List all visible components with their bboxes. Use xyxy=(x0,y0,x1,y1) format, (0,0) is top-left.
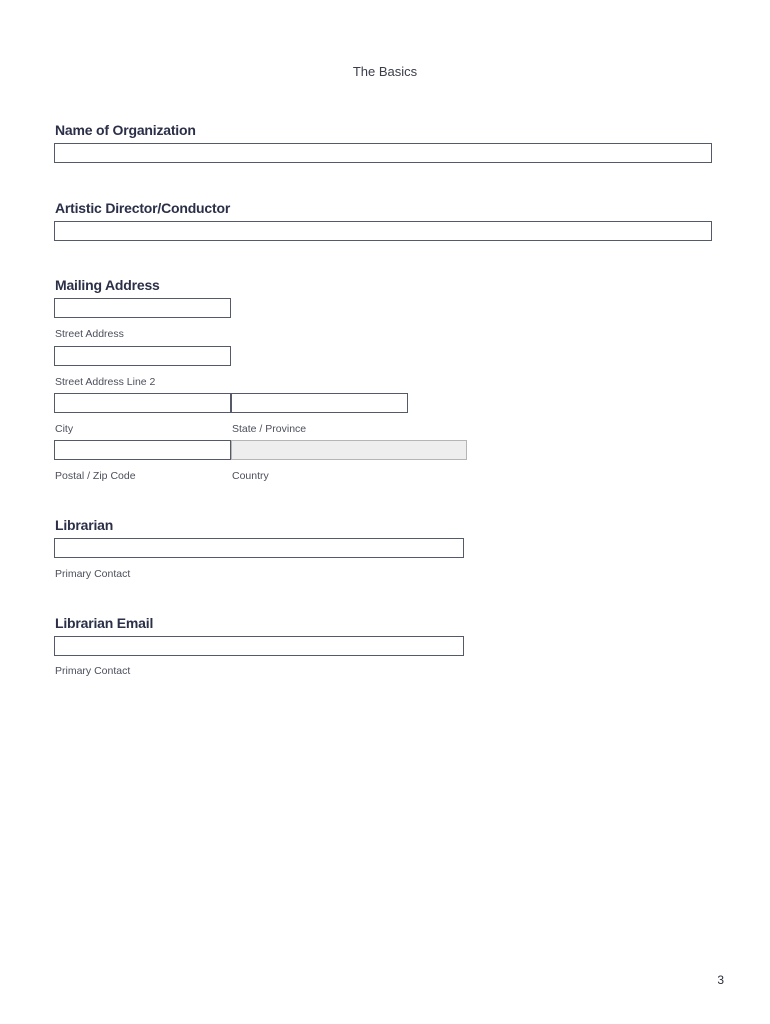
country-caption: Country xyxy=(232,470,269,482)
street-address-caption: Street Address xyxy=(55,328,124,340)
director-input[interactable] xyxy=(54,221,712,241)
page-title: The Basics xyxy=(352,64,418,79)
librarian-email-input[interactable] xyxy=(54,636,464,656)
librarian-email-caption: Primary Contact xyxy=(55,665,131,677)
state-province-caption: State / Province xyxy=(232,423,307,435)
director-label: Artistic Director/Conductor xyxy=(55,200,231,216)
city-input[interactable] xyxy=(54,393,231,413)
organization-input[interactable] xyxy=(54,143,712,163)
postal-code-caption: Postal / Zip Code xyxy=(55,470,136,482)
organization-label: Name of Organization xyxy=(55,122,196,138)
librarian-email-label: Librarian Email xyxy=(55,615,154,631)
librarian-caption: Primary Contact xyxy=(55,568,131,580)
mailing-address-label: Mailing Address xyxy=(55,277,160,293)
page-number: 3 xyxy=(717,973,724,987)
country-select[interactable] xyxy=(231,440,467,460)
city-caption: City xyxy=(55,423,74,435)
street-address-input[interactable] xyxy=(54,298,231,318)
librarian-label: Librarian xyxy=(55,517,114,533)
street-address-line2-input[interactable] xyxy=(54,346,231,366)
librarian-input[interactable] xyxy=(54,538,464,558)
postal-code-input[interactable] xyxy=(54,440,231,460)
state-province-input[interactable] xyxy=(231,393,408,413)
street-address-line2-caption: Street Address Line 2 xyxy=(55,376,156,388)
